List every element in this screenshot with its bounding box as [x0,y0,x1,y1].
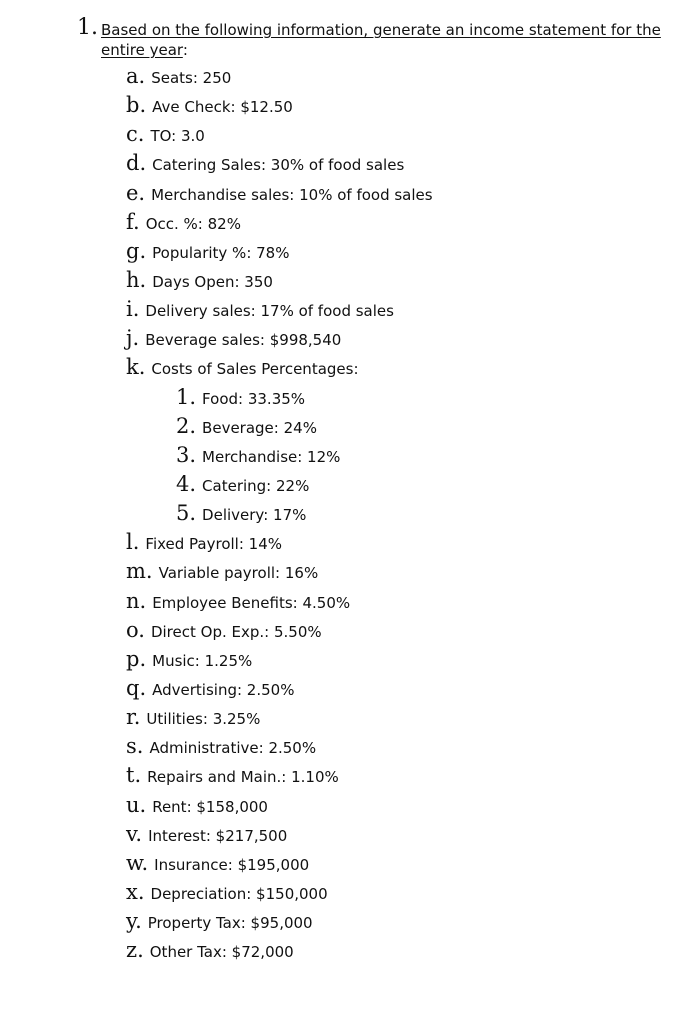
item-text: Depreciation: $150,000 [150,884,328,903]
item-marker: s. [126,734,144,759]
list-item-p [0,645,687,674]
list-item-d [0,149,687,178]
item-text: Administrative: 2.50% [149,739,317,758]
item-marker: h. [126,267,147,292]
item-marker: 5. [176,501,197,526]
item-marker: a. [126,64,146,88]
item-text: Beverage: 24% [202,418,317,437]
item-text: Days Open: 350 [152,272,273,291]
item-marker: 2. [176,413,197,438]
item-text: TO: 3.0 [150,127,205,146]
item-text: Popularity %: 78% [152,243,290,262]
list-item-e [0,179,687,208]
item-text: Rent: $158,000 [152,797,268,816]
item-marker: u. [126,792,147,817]
item-marker: f. [126,209,140,234]
item-marker: e. [126,180,146,205]
item-text: Catering: 22% [202,476,310,495]
item-marker: m. [126,559,153,584]
item-text: Delivery sales: 17% of food sales [145,302,394,321]
item-text: Property Tax: $95,000 [147,914,313,933]
item-marker: z. [126,938,144,963]
item-text: Merchandise sales: 10% of food sales [151,185,433,204]
item-text: Employee Benefits: 4.50% [152,593,351,612]
item-text: Direct Op. Exp.: 5.50% [150,622,322,641]
item-marker: q. [126,675,147,700]
item-text: Fixed Payroll: 14% [145,535,282,554]
list-item-c [0,120,687,149]
list-item-f [0,208,687,237]
item-text: Music: 1.25% [152,651,253,670]
item-text: Food: 33.35% [202,389,306,408]
item-text: Advertising: 2.50% [152,680,295,699]
sub-item-1 [0,383,687,412]
sub-item-3 [0,441,687,470]
item-marker: k. [126,355,146,380]
list-item-r [0,703,687,732]
item-text: Costs of Sales Percentages: [151,360,359,379]
question-prompt-suffix: : [182,41,188,59]
list-item-s [0,732,687,761]
item-marker: 4. [176,471,197,496]
item-text: Beverage sales: $998,540 [145,331,342,350]
question-prompt [101,20,681,60]
item-marker: w. [126,850,149,875]
item-marker: v. [126,821,143,846]
item-text: Insurance: $195,000 [154,855,310,874]
item-marker: 3. [176,442,197,467]
item-marker: g. [126,238,147,263]
item-marker: y. [126,909,142,934]
item-text: Merchandise: 12% [202,447,341,466]
item-text: Delivery: 17% [202,506,307,525]
item-text: Interest: $217,500 [148,826,288,845]
sub-item-4 [0,470,687,499]
item-marker: j. [126,326,140,351]
list-item-w [0,849,687,878]
item-marker: l. [126,530,140,555]
item-list [0,62,687,965]
list-item-k [0,353,687,382]
list-item-b [0,91,687,120]
item-marker: r. [126,705,141,730]
question-number: 1. [77,15,98,40]
item-marker: d. [126,151,147,176]
list-item-u [0,791,687,820]
list-item-v [0,820,687,849]
item-marker: o. [126,617,145,642]
item-marker: p. [126,646,147,671]
list-item-m [0,557,687,586]
list-item-q [0,674,687,703]
item-marker: i. [126,297,140,322]
item-marker: t. [126,763,142,788]
list-item-x [0,878,687,907]
item-text: Variable payroll: 16% [158,564,319,583]
question-prompt-underlined: Based on the following information, generate an income statement for the entire year [101,21,661,59]
list-item-i [0,295,687,324]
list-item-h [0,266,687,295]
item-text: Utilities: 3.25% [146,710,261,729]
item-text: Occ. %: 82% [145,214,241,233]
item-text: Ave Check: $12.50 [152,98,293,117]
sub-item-2 [0,412,687,441]
item-text: Other Tax: $72,000 [149,943,294,962]
list-item-a [0,62,687,91]
list-item-t [0,761,687,790]
item-marker: 1. [176,384,197,409]
list-item-g [0,237,687,266]
list-item-j [0,324,687,353]
item-text: Catering Sales: 30% of food sales [152,156,405,175]
list-item-z [0,936,687,965]
item-marker: b. [126,93,147,118]
item-marker: n. [126,588,147,613]
sub-item-5 [0,499,687,528]
list-item-l [0,528,687,557]
list-item-y [0,907,687,936]
list-item-o [0,616,687,645]
list-item-n [0,587,687,616]
item-text: Repairs and Main.: 1.10% [147,768,339,787]
item-text: Seats: 250 [151,69,232,87]
item-marker: c. [126,122,145,147]
item-marker: x. [126,879,145,904]
